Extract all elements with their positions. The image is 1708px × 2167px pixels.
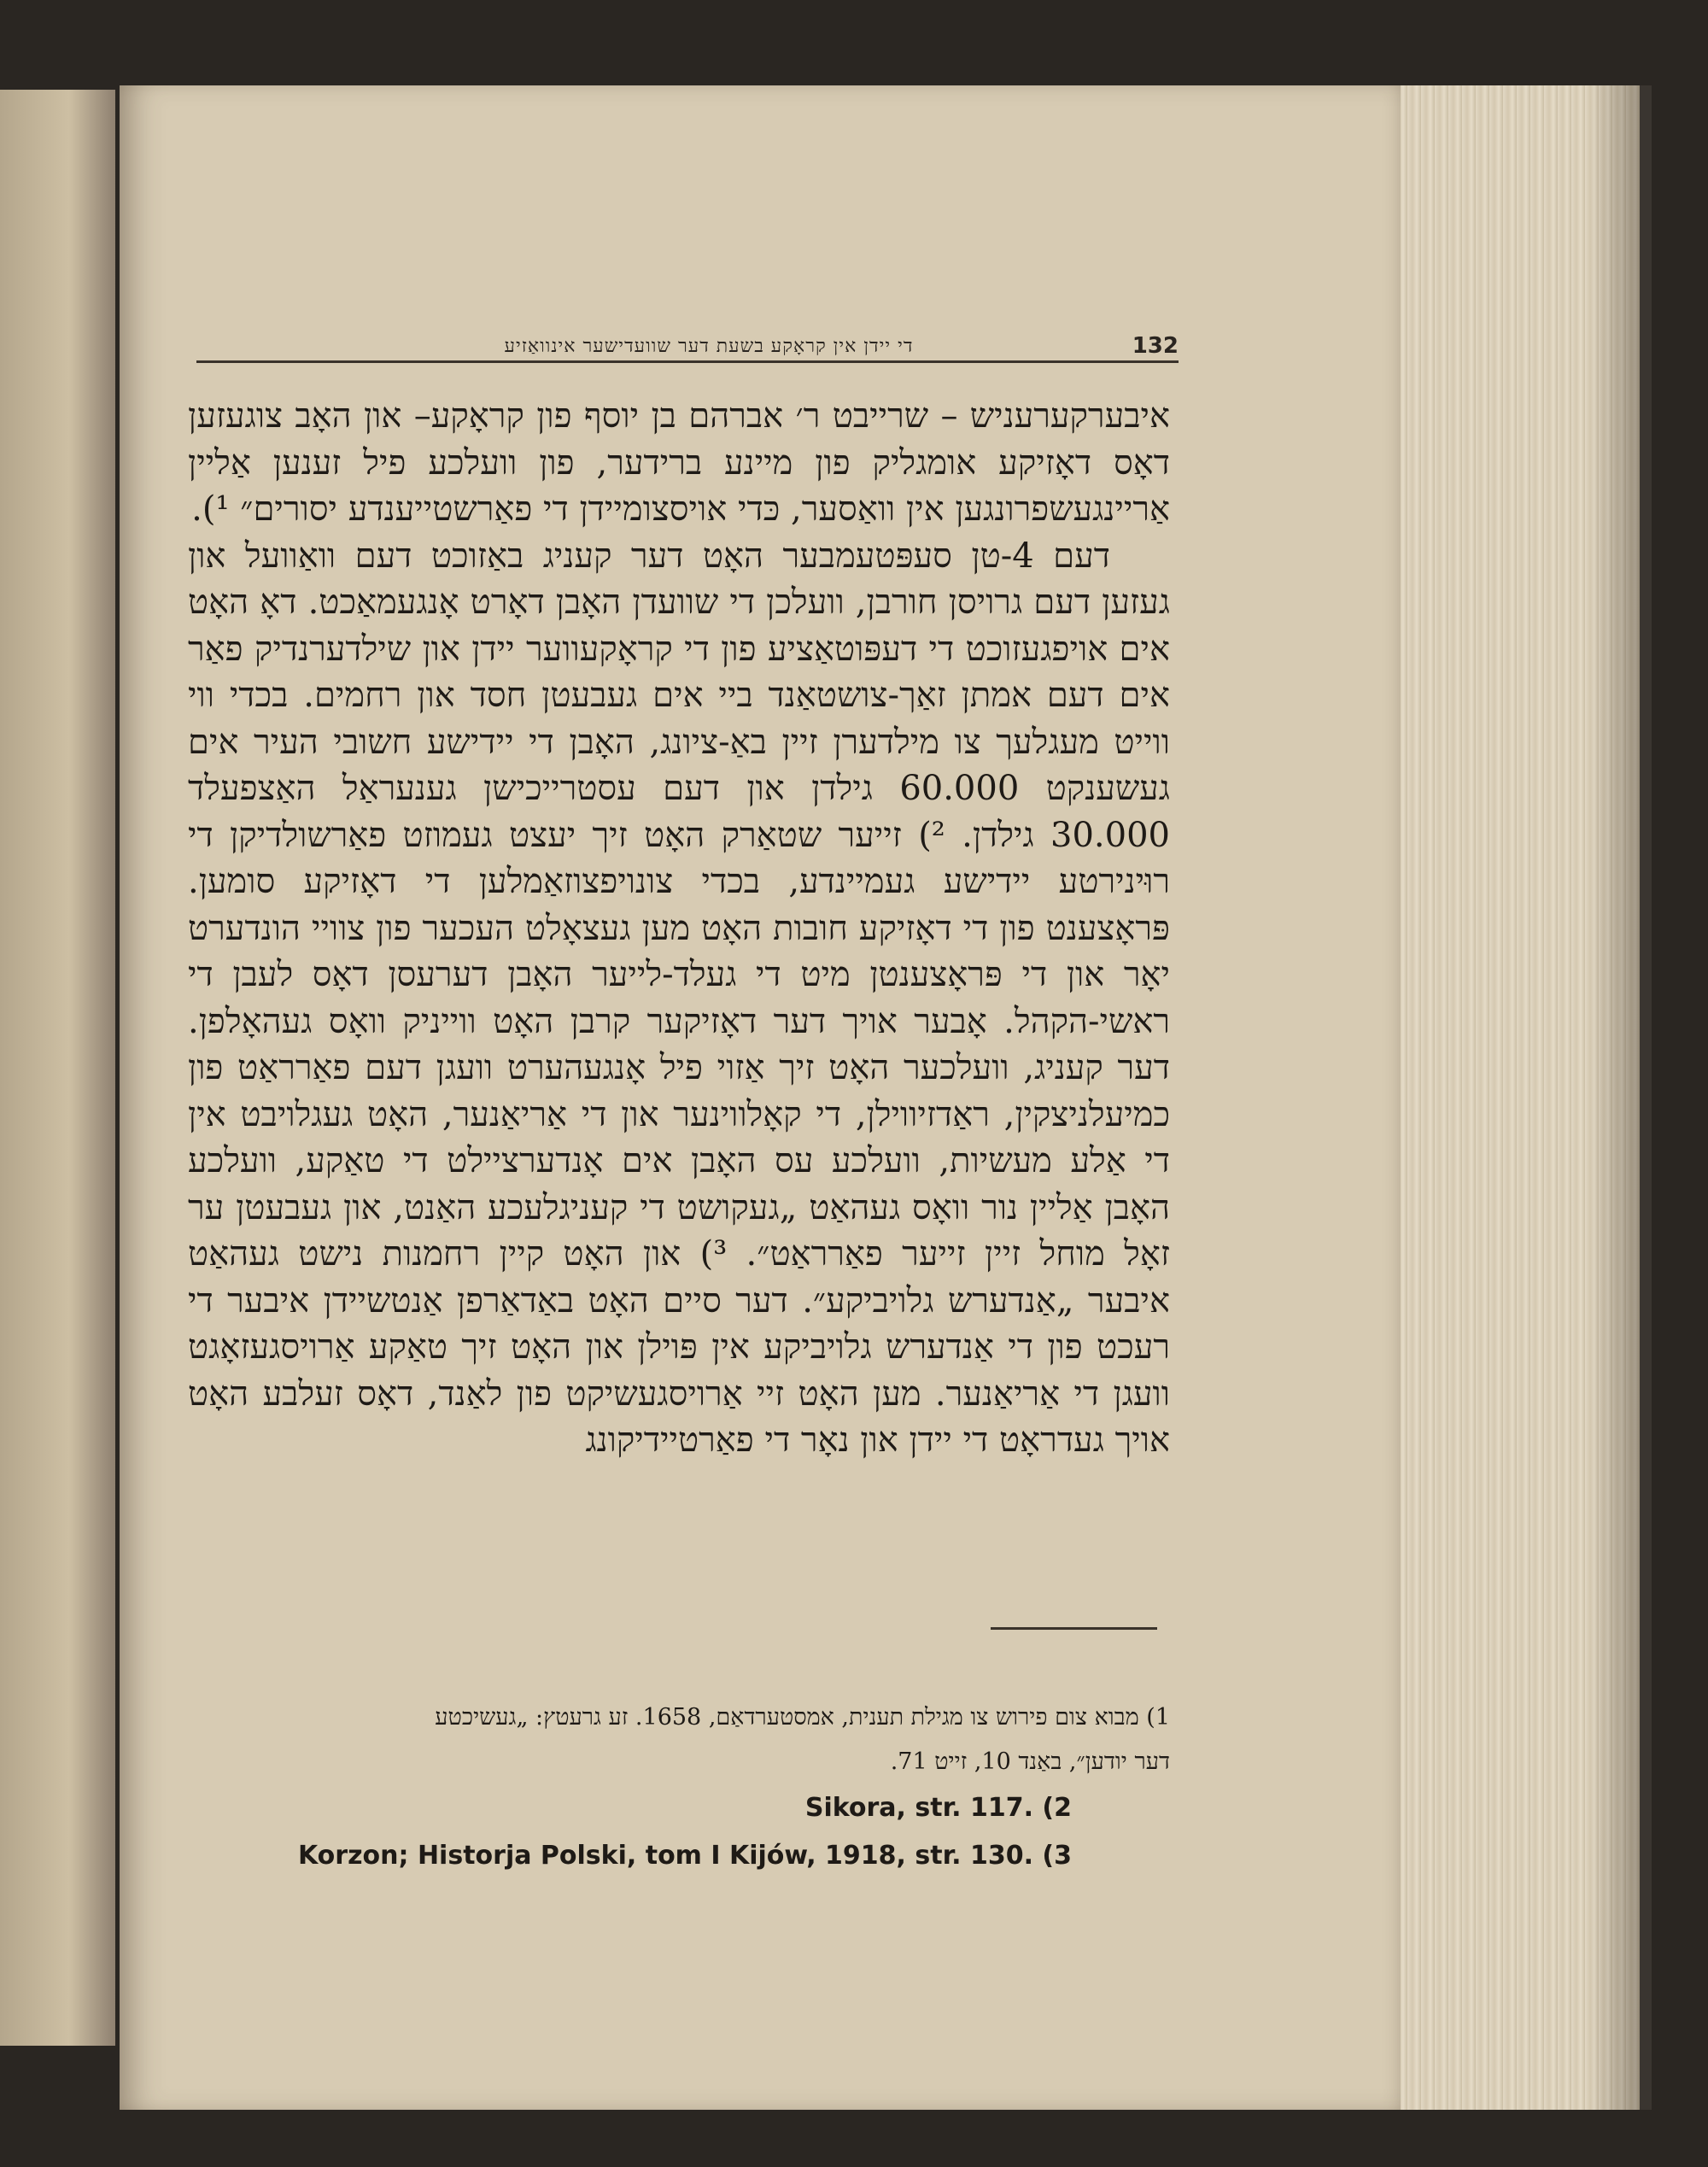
running-title: די יידן אין קראָקע בשעת דער שוועדישער אינוואַזיע	[504, 336, 914, 357]
footnote-1-line-1: 1) מבוא צום פירוש צו מגילת תענית, אמסטערדאַם, 1658. זע גרעטץ: „געשיכטע	[435, 1704, 1170, 1731]
book-page-edges	[1366, 85, 1652, 2110]
footnote-1-line-2: דער יודען״, באַנד 10, זייט 71.	[890, 1748, 1170, 1775]
paragraph-1: איבערקערעניש – שרייבט ר׳ אברהם בן יוסף פון קראָקע– און האָב צוגעזען דאָס דאָזיקע אומגליק פון מיינע ברידער, פון וועלכע פיל זענען אַליין אַריינגעשפרונגען אין וואַסער, כּדי אויסצומיידן די פאַרשטייענדע יסורים״ ¹).	[188, 396, 1170, 529]
footnote-rule	[991, 1627, 1157, 1630]
header-rule	[196, 360, 1179, 363]
facing-page-edge	[0, 90, 115, 2046]
page-number: 132	[1132, 333, 1179, 359]
footnote-2: Sikora, str. 117. (2	[804, 1793, 1072, 1823]
footnotes	[188, 1696, 1170, 1880]
body-text	[188, 393, 1170, 1464]
paragraph-2: דעם 4-טן סעפּטעמבער האָט דער קעניג באַזוכט דעם וואַוועל און געזען דעם גרויסן חורבן, וועלכן די שוועדן האָבן דאָרט אָנגעמאַכט. דאָ האָט אים אויפגעזוכט די דעפּוטאַציע פון די קראָקעווער יידן און שילדערנדיק פאַר אים דעם אמתן זאַך-צושטאַנד ביי אים געבעטן חסד און רחמים. בכדי ווי ווייט מעגלעך צו מילדערן זיין באַ-ציונג, האָבן די יידישע חשובי העיר אים געשענקט 60.000 גילדן און דעם עסטרייכישן גענעראַל האַצפעלד 30.000 גילדן. ²) זייער שטאַרק האָט זיך יעצט געמוזט פאַרשולדיקן די רוּינירטע יידישע געמיינדע, בכדי צונויפצוזאַמלען די דאָזיקע סומען. פּראָצענט פון די דאָזיקע חובות האָט מען געצאָלט העכער פון צוויי הונדערט יאָר און די פּראָצענטן מיט די געלד-לייער האָבן דערעסן דאָס לעבן די ראשי-הקהל. אָבער אויך דער דאָזיקער קרבן האָט ווייניק וואָס געהאָלפן. דער קעניג, וועלכער האָט זיך אַזוי פיל אָנגעהערט וועגן דעם פאַרראַט פון כמיעלניצקין, ראַדזיווילן, די קאָלווינער און די אַריאַנער, האָט געגלויבט אין די אַלע מעשיות, וועלכע עס האָבן אים אָנדערציילט די טאַקע, וועלכע האָבן אַליין נור וואָס געהאַט „געקושט די קעניגלעכע האַנט, און געבעטן ער זאָל מוחל זיין זייער פאַרראַט״. ³) און האָט קיין רחמנות נישט געהאַט איבער „אַנדערש גלויביקע״. דער סיים האָט באַדאַרפן אַנטשיידן איבער די רעכט פון די אַנדערש גלויביקע אין פּוילן און האָט זיך טאַקע אַרויסגעזאָגט וועגן די אַריאַנער. מען האָט זיי אַרויסגעשיקט פון לאַנד, דאָס זעלבע האָט אויך געדראָט די יידן און נאָר די פאַרטיידיקונג	[188, 536, 1171, 1460]
footnote-3: Korzon; Historja Polski, tom I Kijów, 1918, str. 130. (3	[297, 1841, 1072, 1871]
